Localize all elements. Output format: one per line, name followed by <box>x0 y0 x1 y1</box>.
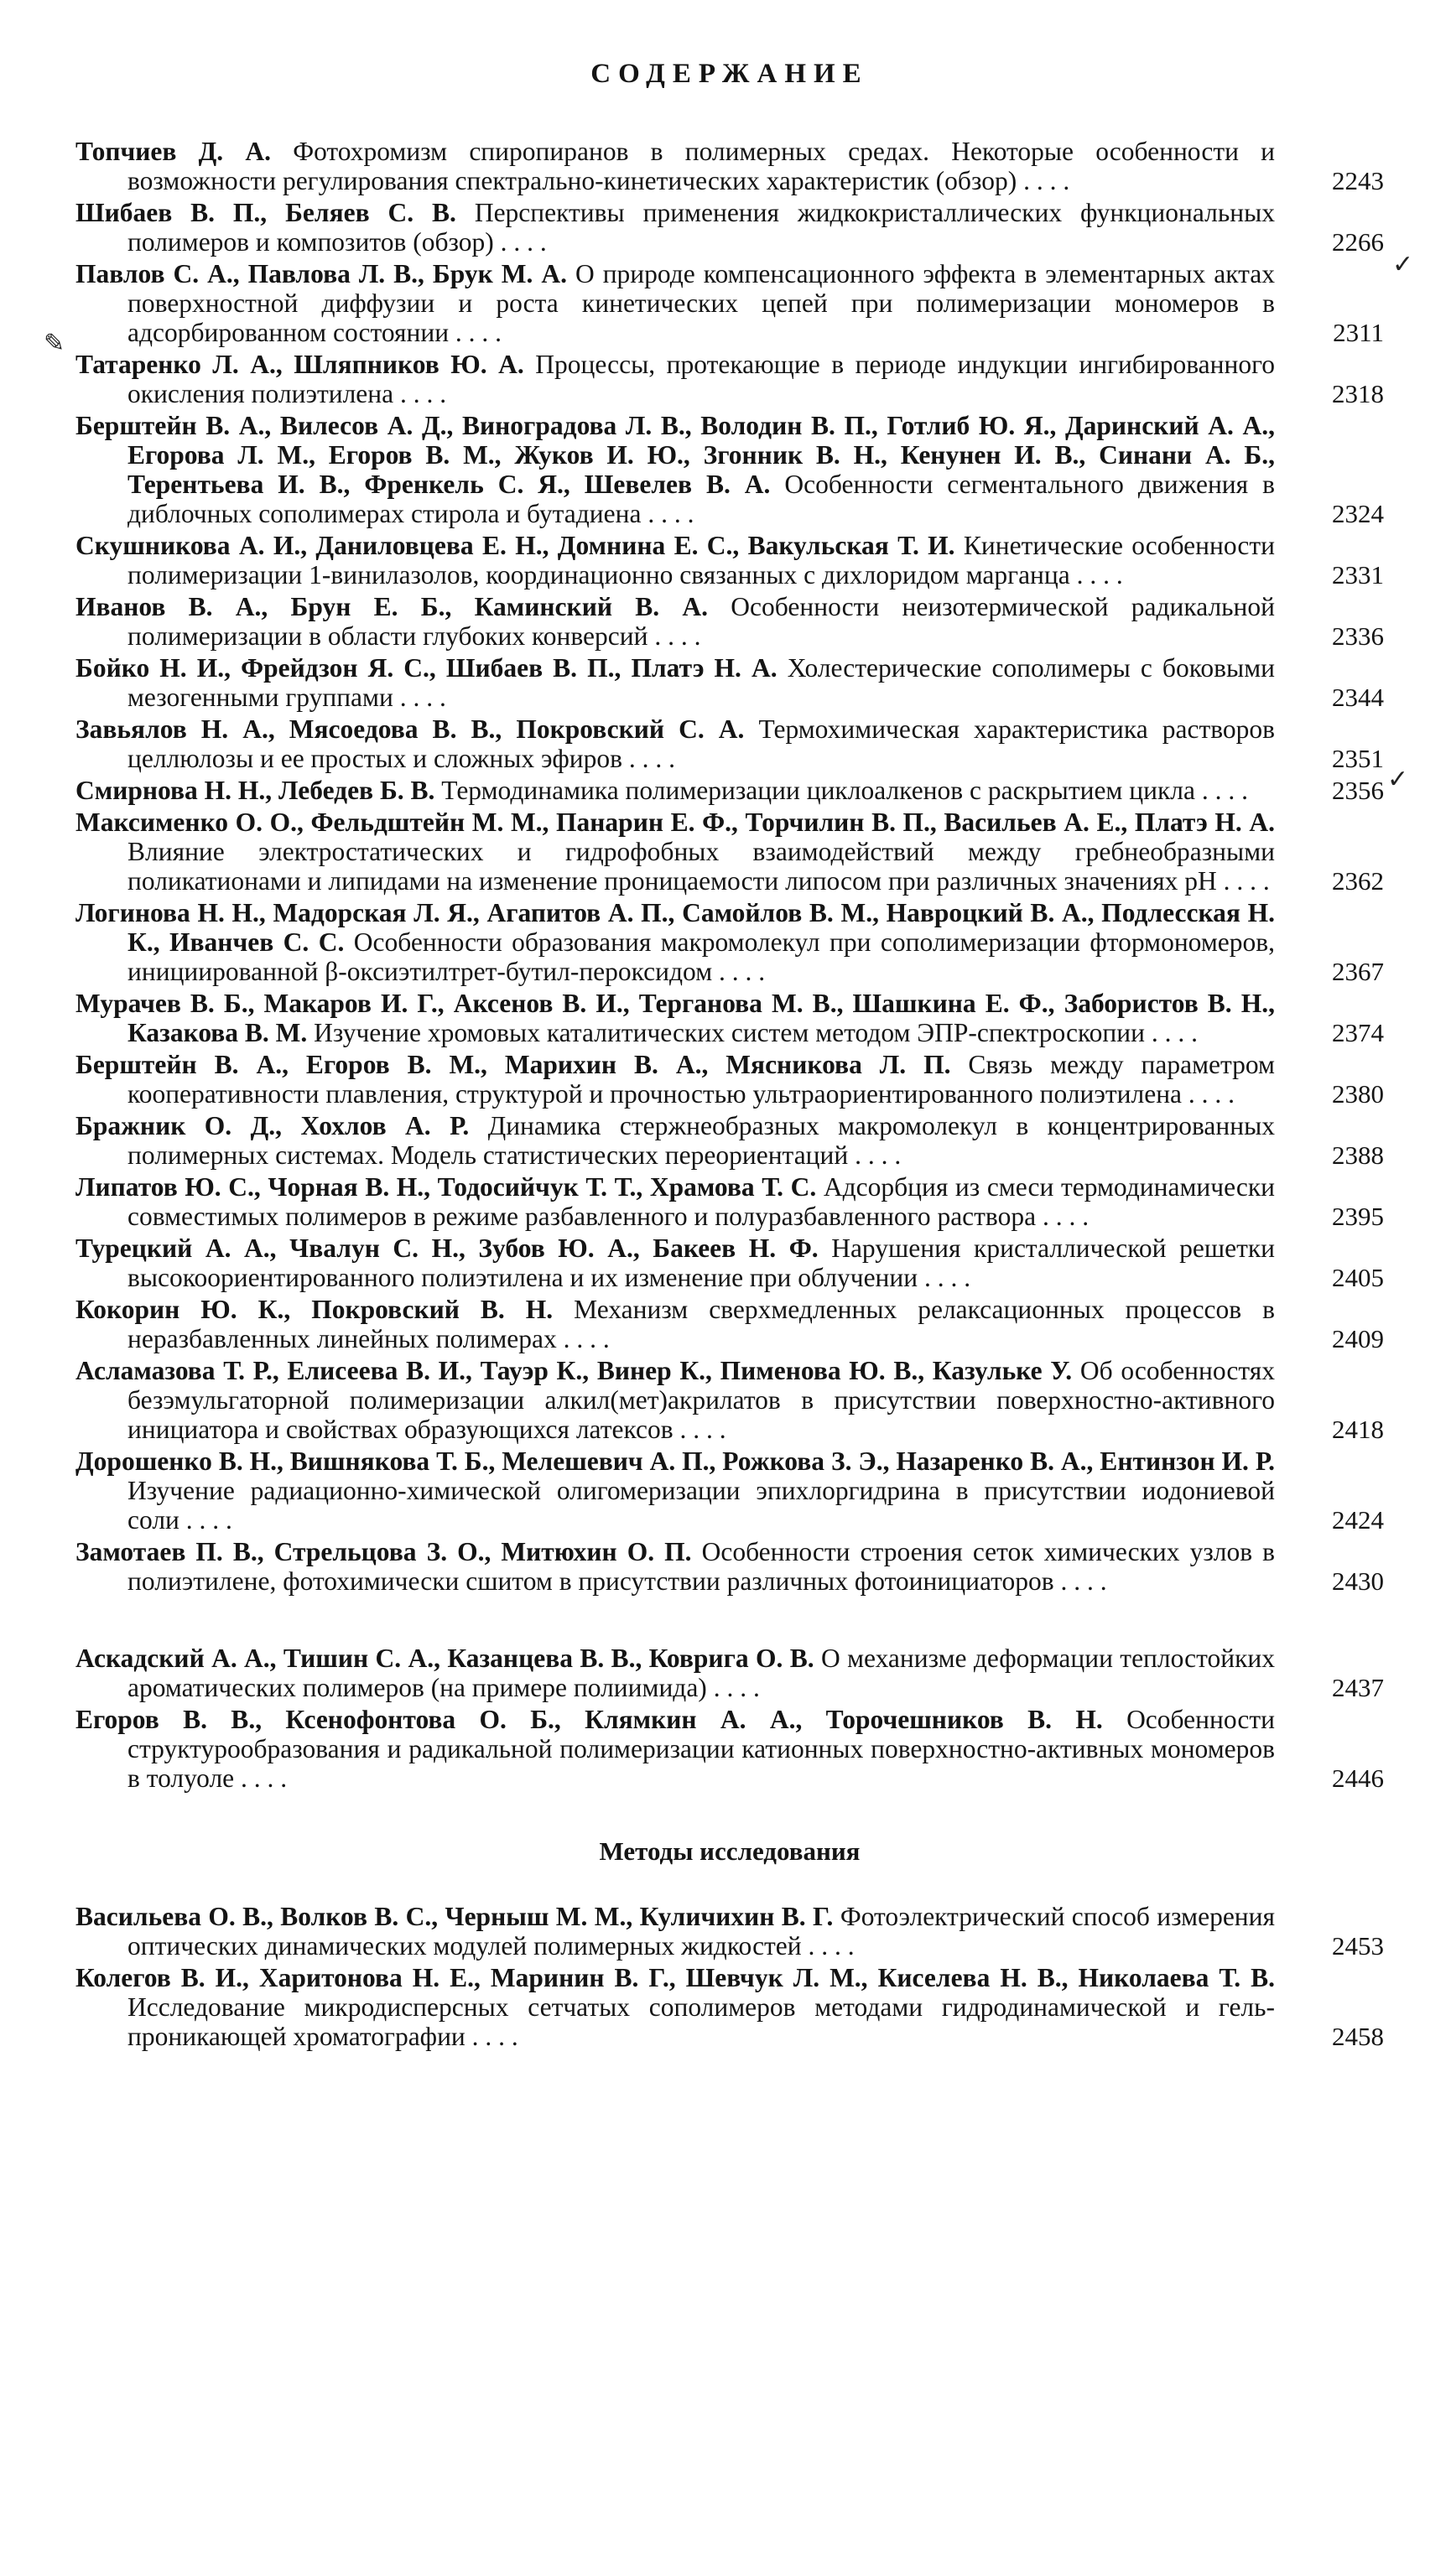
toc-entry <box>75 1233 1384 1292</box>
toc-entry-body <box>75 1111 1275 1170</box>
checkmark-icon: ✓ <box>1387 766 1409 793</box>
toc-article-title: Перспективы применения жидкокристаллических функциональных полимеров и композитов (обзор) <box>127 198 1275 257</box>
toc-entry-body <box>75 1172 1275 1231</box>
toc-page-number: 2446 <box>1332 1763 1384 1793</box>
toc-article-title: Влияние электростатических и гидрофобных взаимодействий между гребнеобразными поликатионами и липидами на изменение проницаемости липосом при различных значениях pH <box>127 837 1275 896</box>
toc-leader-dots: . . . . <box>465 2022 518 2051</box>
toc-entry <box>75 1172 1384 1231</box>
toc-page-number: 2351 <box>1332 744 1384 773</box>
toc-entry <box>75 350 1384 408</box>
toc-entry-body <box>75 411 1275 528</box>
toc-authors: Колегов В. И., Харитонова Н. Е., Маринин В. Г., Шевчук Л. М., Киселева Н. В., Николаева Т. В. <box>75 1963 1275 1992</box>
toc-article-title: Фотоэлектрический способ измерения оптических динамических модулей полимерных жидкостей <box>127 1902 1276 1961</box>
toc-entry-body <box>75 1050 1275 1109</box>
toc-article-title: Связь между параметром кооперативности плавления, структурой и прочностью ультраориентированного полиэтилена <box>127 1050 1275 1109</box>
toc-entry <box>75 714 1384 773</box>
toc-leader-dots: . . . . <box>801 1931 855 1961</box>
toc-leader-dots: . . . . <box>393 683 446 712</box>
toc-article-title: Исследование микродисперсных сетчатых сополимеров методами гидродинамической и гель-проникающей хроматографии <box>127 1992 1275 2051</box>
toc-page-number: 2266 <box>1332 227 1384 257</box>
toc-entry <box>75 1537 1384 1596</box>
toc-authors: Бойко Н. И., Фрейдзон Я. С., Шибаев В. П., Платэ Н. А. <box>75 653 778 683</box>
toc-authors: Аскадский А. А., Тишин С. А., Казанцева В. В., Коврига О. В. <box>75 1644 814 1673</box>
toc-article-title: Процессы, протекающие в периоде индукции ингибированного окисления полиэтилена <box>127 350 1276 408</box>
page-title: СОДЕРЖАНИЕ <box>590 59 869 89</box>
toc-leader-dots: . . . . <box>918 1263 971 1292</box>
toc-leader-dots: . . . . <box>179 1505 232 1535</box>
toc-leader-dots: . . . . <box>712 957 766 986</box>
toc-article-title: Кинетические особенности полимеризации 1-винилазолов, координационно связанных с дихлоридом марганца <box>127 531 1275 589</box>
toc-entry-body <box>75 350 1275 408</box>
toc-page-number: 2458 <box>1332 2022 1384 2051</box>
toc-authors: Максименко О. О., Фельдштейн М. М., Панарин Е. Ф., Торчилин В. П., Васильев А. Е., Платэ Н. А. <box>75 808 1275 837</box>
toc-leader-dots: . . . . <box>493 227 547 257</box>
toc-leader-dots: . . . . <box>1017 166 1070 195</box>
toc-authors: Завьялов Н. А., Мясоедова В. В., Покровский С. А. <box>75 714 745 744</box>
toc-article-title: О механизме деформации теплостойких ароматических полимеров (на примере полиимида) <box>127 1644 1276 1702</box>
toc-entry-body <box>75 808 1275 896</box>
toc-leader-dots: . . . . <box>622 744 676 773</box>
toc-article-title: Адсорбция из смеси термодинамически совместимых полимеров в режиме разбавленного и полуразбавленного раствора <box>127 1172 1276 1231</box>
toc-entry <box>75 1111 1384 1170</box>
contents-list-secondary <box>75 1644 1384 1793</box>
toc-leader-dots: . . . . <box>673 1415 726 1444</box>
toc-article-title: Нарушения кристаллической решетки высокоориентированного полиэтилена и их изменение при облучении <box>127 1233 1275 1292</box>
toc-leader-dots: . . . . <box>1216 866 1270 896</box>
toc-entry-body <box>75 1902 1275 1961</box>
toc-page-number: 2418 <box>1332 1415 1384 1444</box>
toc-article-title: Об особенностях безэмульгаторной полимеризации алкил(мет)акрилатов в присутствии поверхностно-активного инициатора и свойствах образующихся латексов <box>127 1356 1275 1444</box>
toc-entry-body <box>75 592 1275 651</box>
toc-authors: Дорошенко В. Н., Вишнякова Т. Б., Мелешевич А. П., Рожкова З. Э., Назаренко В. А., Ентинзон И. Р. <box>75 1446 1275 1476</box>
toc-page-number: 2243 <box>1332 166 1384 195</box>
toc-article-title: Изучение радиационно-химической олигомеризации эпихлоргидрина в присутствии иодониевой соли <box>127 1476 1275 1535</box>
toc-leader-dots: . . . . <box>848 1140 902 1170</box>
contents-page <box>75 50 1384 2054</box>
toc-leader-dots: . . . . <box>449 318 502 347</box>
toc-entry-body <box>75 1356 1275 1444</box>
toc-entry <box>75 776 1384 805</box>
toc-authors: Топчиев Д. А. <box>75 137 271 166</box>
toc-entry-body <box>75 776 1275 805</box>
toc-entry <box>75 259 1384 347</box>
toc-article-title: Термодинамика полимеризации циклоалкенов с раскрытием цикла <box>441 776 1195 805</box>
toc-page-number: 2318 <box>1332 379 1384 408</box>
toc-page-number: 2388 <box>1332 1140 1384 1170</box>
toc-article-title: Термохимическая характеристика растворов целлюлозы и ее простых и сложных эфиров <box>127 714 1276 773</box>
toc-entry <box>75 898 1384 986</box>
toc-page-number: 2367 <box>1332 957 1384 986</box>
toc-article-title: Изучение хромовых каталитических систем методом ЭПР-спектроскопии <box>314 1018 1145 1047</box>
toc-leader-dots: . . . . <box>706 1673 760 1702</box>
toc-entry <box>75 531 1384 589</box>
toc-entry-body <box>75 198 1275 257</box>
toc-entry-body <box>75 714 1275 773</box>
toc-authors: Берштейн В. А., Вилесов А. Д., Виноградова Л. В., Володин В. П., Готлиб Ю. Я., Даринский А. А., Егорова Л. М., Егоров В. М., Жуков И. Ю., Згонник В. Н., Кенунен И. В., Синани А. Б., Терентьева И. В., Френкель С. Я., Шевелев В. А. <box>75 411 1275 499</box>
toc-entry <box>75 1356 1384 1444</box>
dash-mark-icon: ✎ <box>44 330 65 357</box>
toc-article-title: Особенности образования макромолекул при сополимеризации фтормономеров, инициированной β-оксиэтилтрет-бутил-пероксидом <box>127 927 1276 986</box>
toc-leader-dots: . . . . <box>1069 560 1123 589</box>
toc-page-number: 2437 <box>1332 1673 1384 1702</box>
toc-page-number: 2395 <box>1332 1202 1384 1231</box>
contents-list-main <box>75 137 1384 1596</box>
toc-article-title: О природе компенсационного эффекта в элементарных актах поверхностной диффузии и роста кинетических цепей при полимеризации мономеров в адсорбированном состоянии <box>127 259 1276 347</box>
toc-page-number: 2324 <box>1332 499 1384 528</box>
toc-authors: Турецкий А. А., Чвалун С. Н., Зубов Ю. А., Бакеев Н. Ф. <box>75 1233 819 1263</box>
toc-leader-dots: . . . . <box>393 379 447 408</box>
toc-leader-dots: . . . . <box>1036 1202 1090 1231</box>
toc-leader-dots: . . . . <box>641 499 694 528</box>
toc-page-number: 2336 <box>1332 621 1384 651</box>
toc-entry-body <box>75 1233 1275 1292</box>
toc-page-number: 2453 <box>1332 1931 1384 1961</box>
toc-page-number: 2424 <box>1332 1505 1384 1535</box>
toc-page-number: 2356 <box>1332 776 1384 805</box>
toc-entry-body <box>75 259 1275 347</box>
toc-entry-body <box>75 1705 1275 1793</box>
toc-leader-dots: . . . . <box>556 1324 610 1353</box>
toc-authors: Асламазова Т. Р., Елисеева В. И., Тауэр К., Винер К., Пименова Ю. В., Казульке У. <box>75 1356 1073 1385</box>
toc-authors: Смирнова Н. Н., Лебедев Б. В. <box>75 776 435 805</box>
toc-entry-body <box>75 1446 1275 1535</box>
toc-entry-body <box>75 1644 1275 1702</box>
toc-entry <box>75 989 1384 1047</box>
toc-article-title: Особенности структурообразования и радикальной полимеризации катионных поверхностно-активных мономеров в толуоле <box>127 1705 1275 1793</box>
toc-entry-body <box>75 898 1275 986</box>
toc-leader-dots: . . . . <box>1182 1079 1235 1109</box>
toc-authors: Шибаев В. П., Беляев С. В. <box>75 198 456 227</box>
toc-entry-body <box>75 1537 1275 1596</box>
toc-authors: Васильева О. В., Волков В. С., Черныш М. М., Куличихин В. Г. <box>75 1902 834 1931</box>
toc-authors: Замотаев П. В., Стрельцова З. О., Митюхин О. П. <box>75 1537 692 1566</box>
toc-entry-body <box>75 531 1275 589</box>
toc-leader-dots: . . . . <box>647 621 701 651</box>
toc-entry-body <box>75 1295 1275 1353</box>
checkmark-icon: ✓ <box>1392 251 1414 278</box>
toc-authors: Бражник О. Д., Хохлов А. Р. <box>75 1111 470 1140</box>
toc-entry <box>75 1963 1384 2051</box>
toc-leader-dots: . . . . <box>1194 776 1248 805</box>
toc-entry <box>75 1050 1384 1109</box>
toc-authors: Кокорин Ю. К., Покровский В. Н. <box>75 1295 554 1324</box>
toc-entry <box>75 411 1384 528</box>
toc-entry <box>75 137 1384 195</box>
toc-article-title: Холестерические сополимеры с боковыми мезогенными группами <box>127 653 1275 712</box>
toc-authors: Татаренко Л. А., Шляпников Ю. А. <box>75 350 524 379</box>
toc-authors: Мурачев В. Б., Макаров И. Г., Аксенов В. И., Терганова М. В., Шашкина Е. Ф., Забористов В. Н., Казакова В. М. <box>75 989 1275 1047</box>
toc-authors: Скушникова А. И., Даниловцева Е. Н., Домнина Е. С., Вакульская Т. И. <box>75 531 955 560</box>
toc-article-title: Особенности строения сеток химических узлов в полиэтилене, фотохимически сшитом в присутствии различных фотоинициаторов <box>127 1537 1276 1596</box>
toc-article-title: Особенности неизотермической радикальной полимеризации в области глубоких конверсий <box>127 592 1275 651</box>
toc-page-number: 2311 <box>1333 318 1384 347</box>
toc-article-title: Механизм сверхмедленных релаксационных процессов в неразбавленных линейных полимерах <box>127 1295 1276 1353</box>
toc-article-title: Фотохромизм спиропиранов в полимерных средах. Некоторые особенности и возможности регулирования спектрально-кинетических характеристик (обзор) <box>127 137 1276 195</box>
section-gap <box>75 1598 1384 1644</box>
toc-leader-dots: . . . . <box>1053 1566 1107 1596</box>
toc-entry <box>75 1902 1384 1961</box>
toc-page-number: 2409 <box>1332 1324 1384 1353</box>
toc-leader-dots: . . . . <box>234 1763 288 1793</box>
toc-entry <box>75 1446 1384 1535</box>
toc-entry <box>75 198 1384 257</box>
toc-authors: Логинова Н. Н., Мадорская Л. Я., Агапитов А. П., Самойлов В. М., Навроцкий В. А., Подлесская Н. К., Иванчев С. С. <box>75 898 1275 957</box>
toc-page-number: 2331 <box>1332 560 1384 589</box>
toc-article-title: Динамика стержнеобразных макромолекул в концентрированных полимерных системах. Модель статистических переориентаций <box>127 1111 1276 1170</box>
toc-page-number: 2405 <box>1332 1263 1384 1292</box>
toc-page-number: 2344 <box>1332 683 1384 712</box>
toc-authors: Егоров В. В., Ксенофонтова О. Б., Клямкин А. А., Торочешников В. Н. <box>75 1705 1103 1734</box>
toc-page-number: 2430 <box>1332 1566 1384 1596</box>
toc-authors: Берштейн В. А., Егоров В. М., Марихин В. А., Мясникова Л. П. <box>75 1050 951 1079</box>
toc-entry <box>75 1705 1384 1793</box>
toc-leader-dots: . . . . <box>1145 1018 1198 1047</box>
toc-entry-body <box>75 653 1275 712</box>
toc-entry-body <box>75 989 1275 1047</box>
contents-list-methods <box>75 1902 1384 2051</box>
section-heading-methods: Методы исследования <box>599 1836 861 1866</box>
toc-entry <box>75 1644 1384 1702</box>
toc-entry <box>75 808 1384 896</box>
toc-page-number: 2374 <box>1332 1018 1384 1047</box>
toc-authors: Иванов В. А., Брун Е. Б., Каминский В. А. <box>75 592 709 621</box>
toc-article-title: Особенности сегментального движения в диблочных сополимерах стирола и бутадиена <box>127 470 1275 528</box>
toc-entry-body <box>75 1963 1275 2051</box>
toc-entry-body <box>75 137 1275 195</box>
toc-authors: Павлов С. А., Павлова Л. В., Брук М. А. <box>75 259 567 288</box>
toc-page-number: 2362 <box>1332 866 1384 896</box>
toc-entry <box>75 592 1384 651</box>
toc-entry <box>75 653 1384 712</box>
toc-page-number: 2380 <box>1332 1079 1384 1109</box>
toc-authors: Липатов Ю. С., Чорная В. Н., Тодосийчук Т. Т., Храмова Т. С. <box>75 1172 817 1202</box>
toc-entry <box>75 1295 1384 1353</box>
